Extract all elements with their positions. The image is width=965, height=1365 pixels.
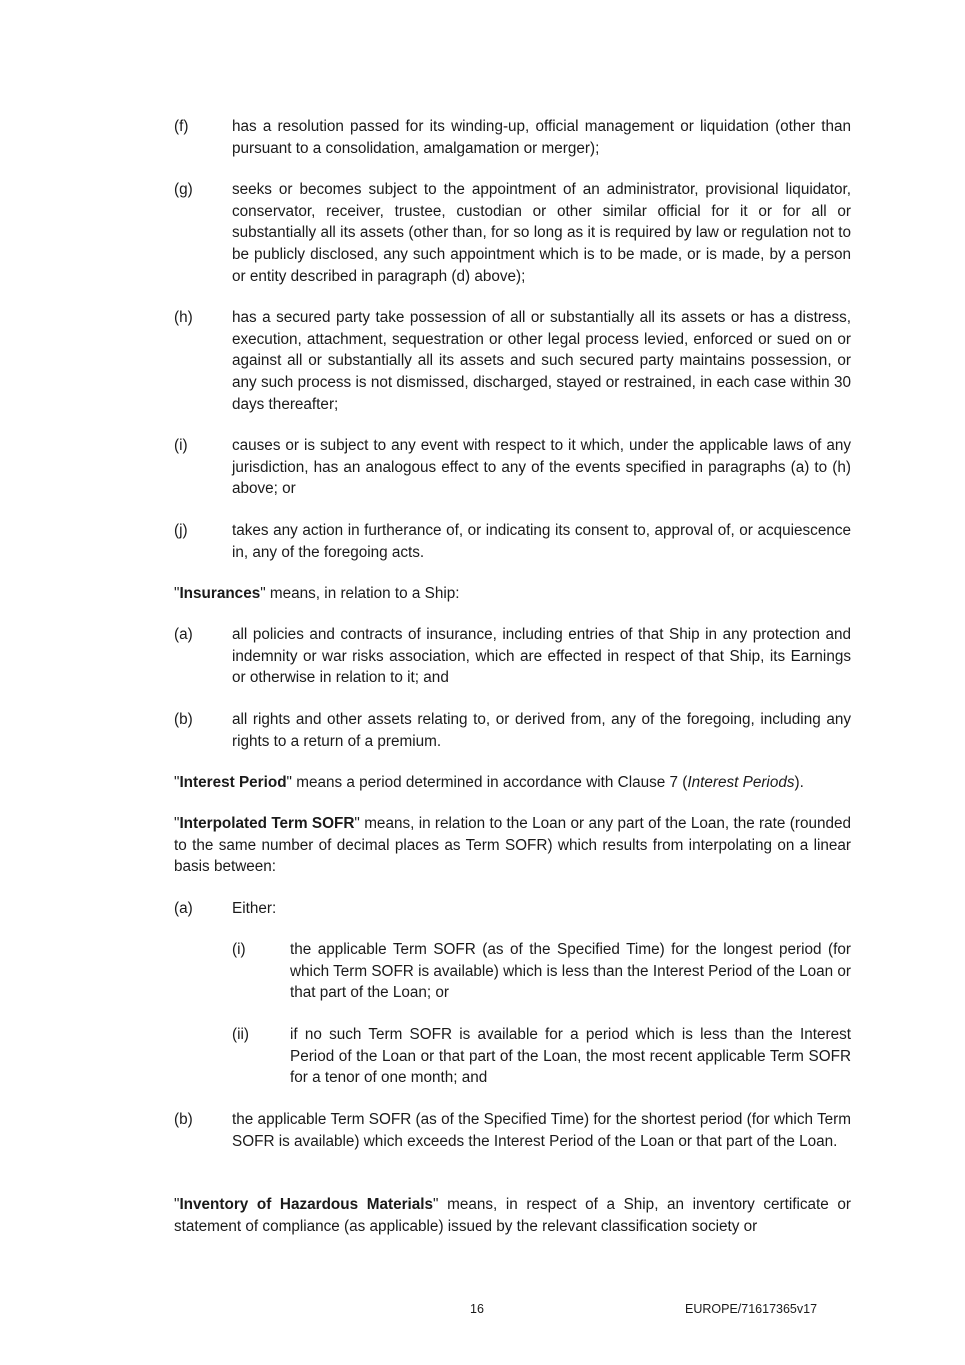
sub-item-text: the applicable Term SOFR (as of the Specified Time) for the longest period (for which Term SOFR is available) which is less than the Interest Period of the Loan or that part of the Loan; or — [290, 941, 851, 1002]
item-label: (a) — [174, 900, 193, 917]
list-item-interpolated-a — [174, 898, 851, 920]
open-quote: " — [174, 585, 180, 602]
definition-inventory-hazardous-materials — [174, 1194, 851, 1237]
list-item-h — [174, 307, 851, 416]
list-item-i — [174, 435, 851, 500]
item-label: (g) — [174, 181, 193, 198]
list-item-interpolated-b — [174, 1109, 851, 1152]
sub-item-text: if no such Term SOFR is available for a period which is less than the Interest Period of the Loan or that part of the Loan, the most recent applicable Term SOFR for a tenor of one month; and — [290, 1026, 851, 1087]
sub-item-label: (i) — [232, 941, 246, 958]
open-quote: " — [174, 774, 180, 791]
list-item-f — [174, 116, 851, 159]
defined-term: Insurances — [179, 585, 261, 602]
item-text: all policies and contracts of insurance, including entries of that Ship in any protection and indemnity or war risks association, which are effected in respect of that Ship, its Earnings or otherwise in relation to it; and — [232, 626, 851, 687]
item-label: (b) — [174, 711, 193, 728]
list-item-j — [174, 520, 851, 563]
sub-item-ii — [232, 1024, 851, 1089]
sub-item-i — [232, 939, 851, 1004]
document-reference: EUROPE/71617365v17 — [685, 1302, 818, 1316]
defined-term: Interpolated Term SOFR — [179, 815, 355, 832]
item-label: (h) — [174, 309, 193, 326]
sub-item-label: (ii) — [232, 1026, 249, 1043]
definition-interest-period — [174, 772, 851, 794]
definition-interpolated-term-sofr — [174, 813, 851, 878]
definition-text: " means, in relation to a Ship: — [260, 585, 460, 602]
defined-term: Inventory of Hazardous Materials — [179, 1196, 434, 1213]
item-text: has a resolution passed for its winding-up, official management or liquidation (other than pursuant to a consolidation, amalgamation or merger); — [232, 118, 851, 157]
definition-text: " means a period determined in accordance with Clause 7 ( — [286, 774, 688, 791]
item-label: (f) — [174, 118, 189, 135]
page-number: 16 — [470, 1302, 484, 1316]
item-text: the applicable Term SOFR (as of the Specified Time) for the shortest period (for which Term SOFR is available) which exceeds the Interest Period of the Loan or that part of the Loan. — [232, 1111, 851, 1150]
definition-insurances — [174, 583, 851, 605]
list-item-insurances-b — [174, 709, 851, 752]
open-quote: " — [174, 1196, 180, 1213]
definition-text: " means, in relation to the Loan or any part of the Loan, the rate (rounded to the same number of decimal places as Term SOFR) which results from interpolating on a linear basis between: — [174, 815, 851, 876]
item-text: takes any action in furtherance of, or indicating its consent to, approval of, or acquiescence in, any of the foregoing acts. — [232, 522, 851, 561]
item-label: (b) — [174, 1111, 193, 1128]
item-text: seeks or becomes subject to the appointment of an administrator, provisional liquidator, conservator, receiver, trustee, custodian or other similar official for it or for all or substantially all its assets (other than, for so long as it is required by law or regulation not to be publicly disclosed, any such appointment which is to be made, or is made, by a person or entity described in paragraph (d) above); — [232, 181, 851, 285]
item-text: has a secured party take possession of all or substantially all its assets or has a distress, execution, attachment, sequestration or other legal process levied, enforced or sued on or against all or substantially all its assets and such secured party maintains possession, or any such process is not dismissed, discharged, stayed or restrained, in each case within 30 days thereafter; — [232, 309, 851, 413]
item-label: (a) — [174, 626, 193, 643]
item-label: (j) — [174, 522, 188, 539]
item-text: causes or is subject to any event with respect to it which, under the applicable laws of any jurisdiction, has an analogous effect to any of the events specified in paragraphs (a) to (h) above; or — [232, 437, 851, 498]
list-item-g — [174, 179, 851, 288]
list-item-insurances-a — [174, 624, 851, 689]
defined-term: Interest Period — [179, 774, 287, 791]
clause-reference: Interest Periods — [687, 774, 795, 791]
item-label: (i) — [174, 437, 188, 454]
open-quote: " — [174, 815, 180, 832]
definition-close: ). — [794, 774, 804, 791]
item-text: all rights and other assets relating to, or derived from, any of the foregoing, including any rights to a return of a premium. — [232, 711, 851, 750]
definition-text: " means, in respect of a Ship, an inventory certificate or statement of compliance (as applicable) issued by the relevant classification society or — [174, 1196, 851, 1235]
item-text: Either: — [232, 900, 277, 917]
